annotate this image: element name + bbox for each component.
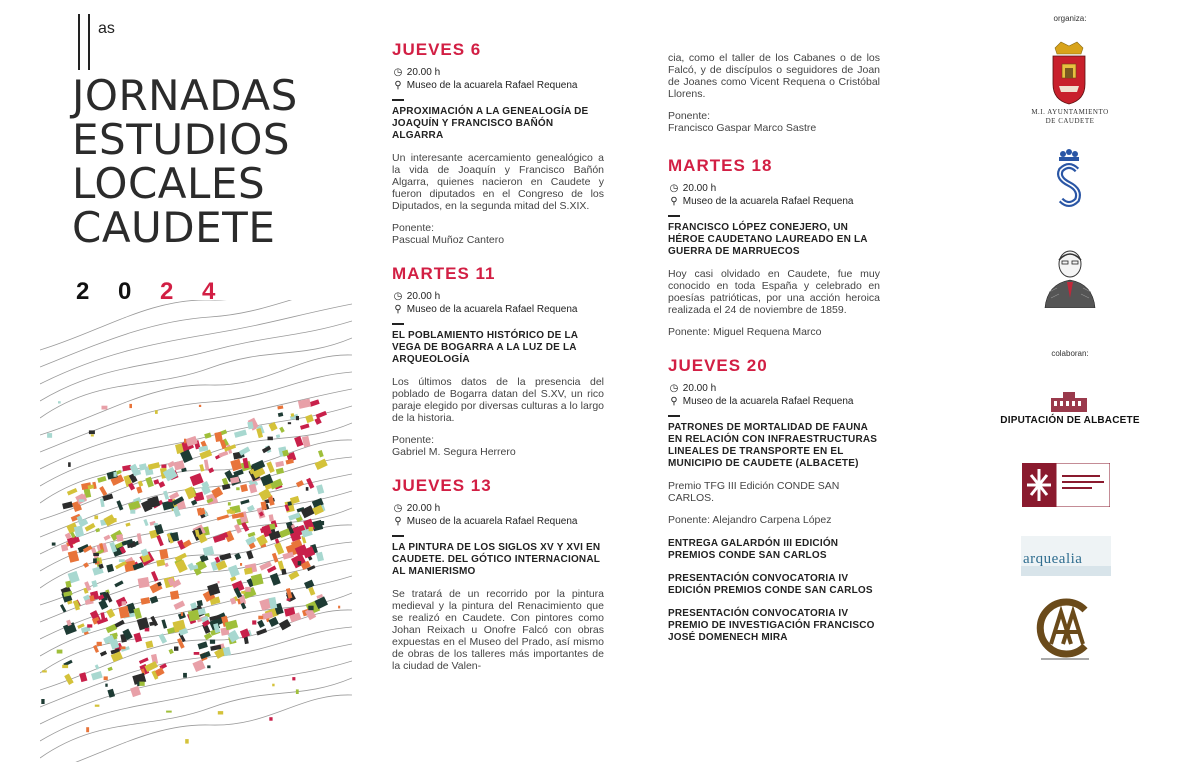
map-scattered-building: [306, 487, 309, 491]
year-digit: 4: [202, 278, 216, 305]
map-contour-line: [40, 644, 352, 724]
map-city-block: [217, 514, 229, 520]
map-city-block: [106, 564, 114, 573]
map-scattered-building: [181, 612, 183, 616]
map-city-block: [199, 464, 204, 472]
map-contour-line: [40, 300, 352, 367]
map-city-block: [153, 479, 159, 485]
speaker-name: Pascual Muñoz Cantero: [392, 234, 505, 246]
town-map-illustration: [40, 300, 352, 762]
cover-title: [72, 71, 298, 252]
map-city-block: [278, 412, 284, 417]
session-title: APROXIMACIÓN A LA GENEALOGÍA DE JOAQUÍN Y FRANCISCO BAÑÓN ALGARRA: [392, 106, 589, 141]
session-day: MARTES 18: [668, 156, 773, 175]
map-scattered-building: [296, 416, 299, 420]
award-item: PRESENTACIÓN CONVOCATORIA IV PREMIO DE INVESTIGACIÓN FRANCISCO JOSÉ DOMENECH MIRA: [668, 608, 875, 643]
map-city-block: [240, 484, 248, 492]
ayuntamiento-name-line1: M.I. AYUNTAMIENTO: [1031, 108, 1109, 116]
instituto-estudios-logo-icon: [1022, 463, 1110, 507]
map-city-block: [279, 619, 291, 630]
diputacion-name: DIPUTACIÓN DE ALBACETE: [1000, 415, 1140, 426]
map-scattered-building: [114, 472, 117, 477]
map-city-block: [275, 461, 284, 467]
year-digit: 2: [76, 278, 90, 305]
map-city-block: [136, 486, 142, 493]
speaker-name: Gabriel M. Segura Herrero: [392, 446, 516, 458]
map-city-block: [228, 565, 240, 578]
map-city-block: [95, 528, 100, 532]
map-city-block: [318, 450, 324, 457]
map-scattered-building: [129, 404, 132, 408]
map-scattered-building: [240, 563, 242, 566]
map-scattered-building: [166, 711, 172, 713]
clock-icon: ◷: [393, 291, 403, 302]
program-column-2: [668, 52, 880, 655]
map-city-block: [262, 611, 273, 619]
map-scattered-building: [194, 652, 200, 655]
map-scattered-building: [161, 465, 166, 468]
arquealia-wordmark: arquealia: [1023, 551, 1083, 567]
map-city-block: [62, 501, 73, 509]
divider: [392, 99, 404, 101]
map-city-block: [276, 434, 280, 438]
session-martes-11: [392, 264, 604, 458]
session-description: Se tratará de un recorrido por la pintura medieval y la pintura del Renacimiento que se realizó en Caudete. Con pintores como Johan Reixach u Onofre Falcó con obras expuestas en el Museo del Prado, así mismo de obras de los talleres más importantes de la ciudad de Valen-: [392, 588, 604, 672]
map-city-block: [230, 576, 236, 582]
map-scattered-building: [68, 462, 71, 467]
map-city-block: [158, 481, 165, 488]
speaker-label: Ponente:: [668, 110, 711, 122]
map-scattered-building: [252, 620, 256, 624]
ayuntamiento-name-line2: DE CAUDETE: [1045, 117, 1095, 125]
map-scattered-building: [52, 543, 56, 546]
map-scattered-building: [93, 558, 97, 563]
session-time: [668, 182, 880, 195]
map-city-block: [198, 641, 208, 649]
map-scattered-building: [168, 499, 172, 502]
map-city-block: [100, 651, 107, 657]
map-scattered-building: [112, 518, 116, 522]
map-scattered-building: [272, 684, 274, 687]
session-jueves-13: [392, 476, 604, 672]
map-city-block: [192, 659, 205, 672]
map-city-block: [286, 459, 294, 465]
map-scattered-building: [120, 646, 125, 649]
cover-title-line: LOCALES: [72, 159, 266, 208]
session-place: [392, 515, 604, 528]
map-scattered-building: [86, 727, 89, 732]
map-scattered-building: [258, 616, 263, 620]
session-place-value: Museo de la acuarela Rafael Requena: [682, 396, 854, 407]
map-city-block: [79, 672, 87, 682]
continuation-text: cia, como el taller de los Cabanes o de los Falcó, y de discípulos o seguidores de Joan de Joanes como Vicent Requena o Cristóbal Llorens.: [668, 52, 880, 100]
location-pin-icon: ⚲: [670, 396, 678, 407]
map-scattered-building: [292, 677, 295, 680]
map-scattered-building: [57, 650, 63, 654]
map-city-block: [95, 664, 100, 669]
year-digit: 0: [118, 278, 132, 305]
map-scattered-building: [104, 676, 108, 680]
map-city-block: [68, 550, 79, 563]
map-city-block: [269, 514, 274, 521]
session-martes-18: [668, 156, 880, 338]
map-scattered-building: [268, 437, 273, 441]
session-description: Un interesante acercamiento genealógico a la vida de Joaquín y Francisco Bañón Algarra, quienes nacieron en Caudete y fueron diputados en el Congreso de los Diputados, en la segunda mitad del S.XIX.: [392, 152, 604, 212]
map-city-block: [133, 608, 142, 620]
speaker-label: Ponente:: [392, 434, 435, 446]
map-city-block: [241, 522, 249, 532]
map-scattered-building: [95, 705, 100, 707]
map-city-block: [64, 674, 74, 685]
map-contour-line: [40, 304, 352, 384]
map-city-block: [218, 451, 228, 458]
divider: [392, 323, 404, 325]
session-place-value: Museo de la acuarela Rafael Requena: [406, 80, 578, 91]
cover-title-line: CAUDETE: [72, 203, 276, 252]
clock-icon: ◷: [669, 183, 679, 194]
map-scattered-building: [185, 739, 189, 744]
session-place: [392, 303, 604, 316]
colaboran-label: colaboran:: [1051, 349, 1089, 358]
map-city-block: [316, 411, 327, 419]
map-scattered-building: [296, 689, 299, 694]
clock-icon: ◷: [669, 383, 679, 394]
map-scattered-building: [321, 521, 324, 525]
map-city-block: [156, 535, 163, 546]
map-scattered-building: [309, 527, 314, 531]
map-city-block: [302, 436, 311, 447]
map-city-block: [170, 590, 179, 599]
speaker-line: Ponente: Alejandro Carpena López: [668, 514, 832, 526]
map-scattered-building: [105, 684, 107, 687]
cover-title-line: JORNADAS: [72, 71, 298, 120]
map-city-block: [277, 405, 283, 409]
map-scattered-building: [42, 670, 47, 672]
divider: [668, 215, 680, 217]
map-scattered-building: [41, 699, 44, 704]
session-time-value: 20.00 h: [682, 183, 717, 194]
prize-note: Premio TFG III Edición CONDE SAN CARLOS.: [668, 480, 840, 504]
clock-icon: ◷: [393, 503, 403, 514]
divider: [392, 535, 404, 537]
map-city-block: [145, 661, 158, 672]
map-city-block: [151, 571, 158, 582]
map-city-block: [266, 461, 274, 473]
map-scattered-building: [93, 553, 99, 556]
award-item: PRESENTACIÓN CONVOCATORIA IV EDICIÓN PREMIOS CONDE SAN CARLOS: [668, 573, 873, 596]
speaker-name: Francisco Gaspar Marco Sastre: [668, 122, 817, 134]
map-city-block: [116, 534, 123, 542]
map-scattered-building: [94, 516, 98, 520]
award-item: ENTREGA GALARDÓN III EDICIÓN PREMIOS CONDE SAN CARLOS: [668, 538, 839, 561]
session-place-value: Museo de la acuarela Rafael Requena: [406, 516, 578, 527]
map-contour-line: [40, 678, 352, 758]
map-city-block: [276, 468, 284, 475]
cover-title-line: ESTUDIOS: [72, 115, 291, 164]
session-title: EL POBLAMIENTO HISTÓRICO DE LA VEGA DE BOGARRA A LA LUZ DE LA ARQUEOLOGÍA: [392, 330, 578, 365]
map-city-block: [145, 641, 153, 649]
speaker-label: Ponente:: [392, 222, 435, 234]
map-contour-line: [40, 355, 352, 435]
location-pin-icon: ⚲: [670, 196, 678, 207]
map-city-block: [174, 601, 186, 610]
map-scattered-building: [97, 642, 102, 646]
session-title: FRANCISCO LÓPEZ CONEJERO, UN HÉROE CAUDETANO LAUREADO EN LA GUERRA DE MARRUECOS: [668, 222, 868, 257]
map-city-block: [141, 597, 151, 605]
map-city-block: [246, 550, 253, 559]
map-scattered-building: [58, 401, 61, 403]
map-city-block: [274, 542, 284, 554]
clock-icon: ◷: [393, 67, 403, 78]
map-scattered-building: [245, 587, 251, 592]
map-scattered-building: [184, 439, 186, 444]
map-scattered-building: [130, 510, 135, 514]
map-scattered-building: [47, 433, 52, 438]
map-scattered-building: [207, 665, 210, 668]
session-day: MARTES 11: [392, 264, 496, 283]
map-city-block: [240, 628, 250, 638]
map-city-block: [222, 484, 231, 490]
map-city-block: [91, 580, 97, 587]
map-city-block: [300, 424, 310, 430]
map-scattered-building: [308, 606, 313, 611]
map-scattered-building: [79, 499, 85, 502]
map-scattered-building: [137, 682, 139, 686]
map-contour-line: [40, 300, 352, 350]
aahc-monogram-icon: [1033, 596, 1097, 664]
map-city-block: [244, 567, 253, 574]
ayuntamiento-crest-icon: [1047, 40, 1091, 106]
map-city-block: [159, 549, 168, 560]
map-scattered-building: [87, 624, 92, 627]
session-place-value: Museo de la acuarela Rafael Requena: [406, 304, 578, 315]
location-pin-icon: ⚲: [394, 516, 402, 527]
map-scattered-building: [62, 665, 68, 668]
session-time: [392, 290, 604, 303]
map-city-block: [239, 447, 250, 456]
map-city-block: [169, 649, 174, 655]
session-time: [392, 502, 604, 515]
session-place: [392, 79, 604, 92]
association-s-logo-icon: [1051, 148, 1087, 220]
map-city-block: [291, 413, 295, 417]
diputacion-building-icon: [1049, 390, 1089, 414]
map-scattered-building: [91, 434, 94, 436]
map-city-block: [122, 465, 131, 472]
map-city-block: [204, 459, 209, 470]
portrait-sketch-icon: [1039, 242, 1101, 308]
map-city-block: [143, 519, 148, 526]
session-place: [668, 195, 880, 208]
map-city-block: [115, 620, 125, 628]
session-title: PATRONES DE MORTALIDAD DE FAUNA EN RELACIÓN CON INFRAESTRUCTURAS LINEALES DE TRANSPORTE EN EL MUNICIPIO DE CAUDETE (ALBACETE): [668, 422, 878, 469]
edition-roman-numeral: [78, 14, 94, 70]
map-city-block: [308, 587, 315, 596]
year-digit: 2: [160, 278, 174, 305]
speaker-line: Ponente: Miguel Requena Marco: [668, 326, 822, 338]
map-scattered-building: [155, 410, 158, 414]
map-city-block: [150, 596, 159, 604]
map-city-block: [257, 620, 265, 628]
map-city-block: [256, 628, 267, 635]
map-scattered-building: [122, 601, 126, 605]
map-city-block: [99, 486, 107, 496]
map-scattered-building: [174, 647, 178, 651]
map-city-block: [314, 417, 321, 424]
map-scattered-building: [145, 628, 150, 632]
map-city-block: [98, 599, 108, 609]
map-city-block: [60, 604, 66, 612]
map-city-block: [125, 522, 130, 526]
map-city-block: [197, 600, 203, 606]
map-city-block: [104, 535, 111, 541]
map-city-block: [148, 462, 160, 470]
session-time-value: 20.00 h: [406, 503, 441, 514]
map-scattered-building: [102, 406, 108, 410]
map-city-block: [97, 476, 106, 483]
organiza-label: organiza:: [1053, 14, 1087, 23]
session-time-value: 20.00 h: [406, 291, 441, 302]
session-day: JUEVES 6: [392, 40, 482, 59]
edition-superscript: as: [98, 20, 115, 37]
map-scattered-building: [236, 487, 239, 490]
map-city-block: [138, 577, 150, 588]
map-city-block: [204, 633, 212, 640]
map-city-block: [114, 580, 123, 587]
session-description: Hoy casi olvidado en Caudete, fue muy conocido en toda España y celebrado en poesías patrióticas, por una acción heroica realizada el 24 de noviembre de 1859.: [668, 268, 880, 316]
session-time: [668, 382, 880, 395]
map-city-block: [128, 501, 140, 511]
map-city-block: [204, 432, 211, 438]
map-scattered-building: [154, 523, 158, 525]
map-scattered-building: [269, 717, 272, 721]
map-scattered-building: [288, 422, 291, 424]
map-city-block: [301, 505, 315, 518]
location-pin-icon: ⚲: [394, 304, 402, 315]
map-scattered-building: [338, 606, 340, 609]
session-day: JUEVES 13: [392, 476, 492, 495]
map-city-block: [272, 553, 279, 563]
session-place: [668, 395, 880, 408]
location-pin-icon: ⚲: [394, 80, 402, 91]
map-scattered-building: [218, 581, 220, 583]
program-column-1: [392, 40, 604, 690]
map-scattered-building: [89, 430, 95, 434]
map-city-block: [61, 544, 68, 551]
session-jueves-20: [668, 356, 880, 526]
map-scattered-building: [298, 561, 302, 565]
map-scattered-building: [139, 682, 145, 686]
map-scattered-building: [230, 511, 236, 514]
map-scattered-building: [199, 405, 201, 407]
map-city-block: [91, 671, 103, 680]
map-city-block: [163, 490, 169, 499]
map-scattered-building: [241, 591, 245, 594]
session-title: LA PINTURA DE LOS SIGLOS XV Y XVI EN CAUDETE. DEL GÓTICO INTERNACIONAL AL MANIERISMO: [392, 542, 601, 577]
map-scattered-building: [218, 711, 223, 714]
sponsor-logos: [995, 0, 1145, 781]
map-city-block: [240, 499, 249, 504]
session-time-value: 20.00 h: [406, 67, 441, 78]
session-description: Los últimos datos de la presencia del poblado de Bogarra datan del S.XV, un rico paraje elegido por diversas culturas a lo largo de la historia.: [392, 376, 604, 424]
map-city-block: [161, 619, 167, 628]
map-scattered-building: [183, 673, 187, 678]
map-city-block: [108, 667, 113, 672]
session-place-value: Museo de la acuarela Rafael Requena: [682, 196, 854, 207]
session-time-value: 20.00 h: [682, 383, 717, 394]
map-city-block: [67, 488, 78, 495]
map-city-block: [134, 633, 143, 643]
map-scattered-building: [287, 599, 291, 601]
session-day: JUEVES 20: [668, 356, 768, 375]
map-city-block: [156, 559, 165, 567]
map-city-block: [139, 657, 149, 664]
map-city-block: [316, 552, 324, 562]
map-city-block: [74, 525, 84, 537]
map-scattered-building: [228, 502, 231, 505]
map-city-block: [316, 484, 324, 494]
map-city-block: [83, 562, 89, 568]
divider: [668, 415, 680, 417]
session-time: [392, 66, 604, 79]
map-scattered-building: [210, 640, 215, 644]
map-city-block: [234, 429, 247, 437]
map-scattered-building: [119, 559, 125, 562]
map-city-block: [279, 427, 285, 433]
session-jueves-6: [392, 40, 604, 246]
